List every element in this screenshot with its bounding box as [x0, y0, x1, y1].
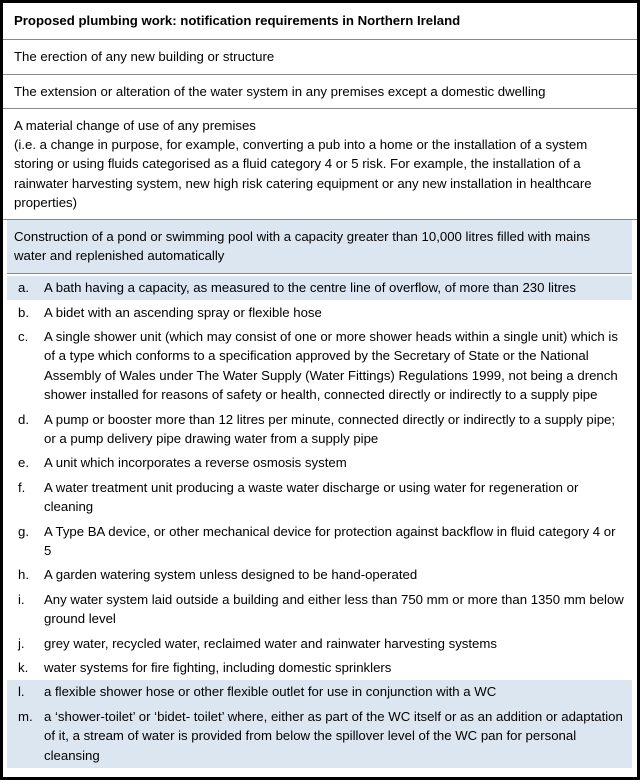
- list-item: [7, 656, 632, 680]
- list-item-marker: b.: [18, 304, 29, 320]
- list-item: [7, 563, 632, 587]
- list-item: [7, 631, 632, 655]
- row-text: Construction of a pond or swimming pool with a capacity greater than 10,000 litres filled with mains water and replenished automatically: [14, 229, 591, 264]
- row-text: The erection of any new building or structure: [14, 49, 275, 65]
- list-item-text: A water treatment unit producing a waste water discharge or using water for regeneration or cleaning: [44, 479, 579, 515]
- list-item-marker: d.: [18, 411, 29, 427]
- list-item: [7, 519, 632, 563]
- list-item-text: A pump or booster more than 12 litres per minute, connected directly or indirectly to a supply pipe; or a pump delivery pipe drawing water from a supply pipe: [44, 411, 616, 446]
- list-item-text: A unit which incorporates a reverse osmosis system: [44, 455, 347, 471]
- table-title-text: Proposed plumbing work: notification requirements in Northern Ireland: [14, 13, 461, 28]
- table-title: [3, 3, 637, 40]
- list-item-text: A Type BA device, or other mechanical device for protection against backflow in fluid category 4 or 5: [44, 523, 616, 559]
- list-item-text: water systems for fire fighting, including domestic sprinklers: [44, 660, 392, 676]
- list-item-marker: e.: [18, 455, 29, 471]
- list-item-text: A bath having a capacity, as measured to the centre line of overflow, of more than 230 litres: [44, 280, 576, 296]
- list-item-marker: i.: [18, 591, 25, 607]
- table-row-pond-highlighted: [7, 220, 632, 274]
- list-item-marker: g.: [18, 523, 29, 539]
- table-row-extension: [3, 75, 637, 109]
- list-item-marker: m.: [18, 708, 33, 724]
- list-bottom-spacer: [3, 768, 637, 784]
- table-row-material-change: [3, 109, 637, 220]
- list-item-marker: h.: [18, 567, 29, 583]
- lettered-requirements-list: [3, 274, 637, 784]
- list-item: [7, 324, 632, 407]
- list-item-marker: j.: [18, 635, 25, 651]
- list-item-marker: l.: [18, 684, 25, 700]
- list-item-marker: a.: [18, 280, 29, 296]
- list-item-text: a ‘shower-toilet’ or ‘bidet- toilet’ where, either as part of the WC itself or as an addition or adaptation of it, a stream of water is provided from below the spillover level of the WC pan for personal cleansing: [44, 708, 623, 763]
- list-item: [7, 704, 632, 767]
- list-item-text: A bidet with an ascending spray or flexible hose: [44, 304, 322, 320]
- table-row-erection: [3, 40, 637, 74]
- list-item: [7, 300, 632, 324]
- row-text-line2: (i.e. a change in purpose, for example, converting a pub into a home or the installation of a system storing or using fluids categorised as a fluid category 4 or 5 risk. For example, the installation of a rainwater harvesting system, new high risk catering equipment or any new installation in healthcare properties): [14, 137, 592, 210]
- list-item: [7, 407, 632, 451]
- list-item: [7, 475, 632, 519]
- list-item: [7, 587, 632, 631]
- list-item-text: A garden watering system unless designed to be hand-operated: [44, 567, 418, 583]
- list-item-text: a flexible shower hose or other flexible outlet for use in conjunction with a WC: [44, 684, 497, 700]
- row-text-line1: A material change of use of any premises: [14, 117, 256, 133]
- list-item: [7, 451, 632, 475]
- list-item: [7, 680, 632, 704]
- list-item-text: grey water, recycled water, reclaimed water and rainwater harvesting systems: [44, 635, 497, 651]
- list-item-text: Any water system laid outside a building and either less than 750 mm or more than 1350 mm below ground level: [44, 591, 624, 627]
- list-item: [7, 276, 632, 300]
- list-item-marker: k.: [18, 660, 29, 676]
- row-text: The extension or alteration of the water system in any premises except a domestic dwelling: [14, 83, 546, 99]
- list-item-marker: f.: [18, 479, 26, 495]
- list-item-text: A single shower unit (which may consist of one or more shower heads within a single unit) which is of a type which conforms to a specification approved by the Secretary of State or the National Assembly of Wales under The Water Supply (Water Fittings) Regulations 1999, not being a drench shower installed for reasons of safety or health, connected directly or indirectly to a supply pipe: [44, 328, 618, 403]
- list-item-marker: c.: [18, 328, 29, 344]
